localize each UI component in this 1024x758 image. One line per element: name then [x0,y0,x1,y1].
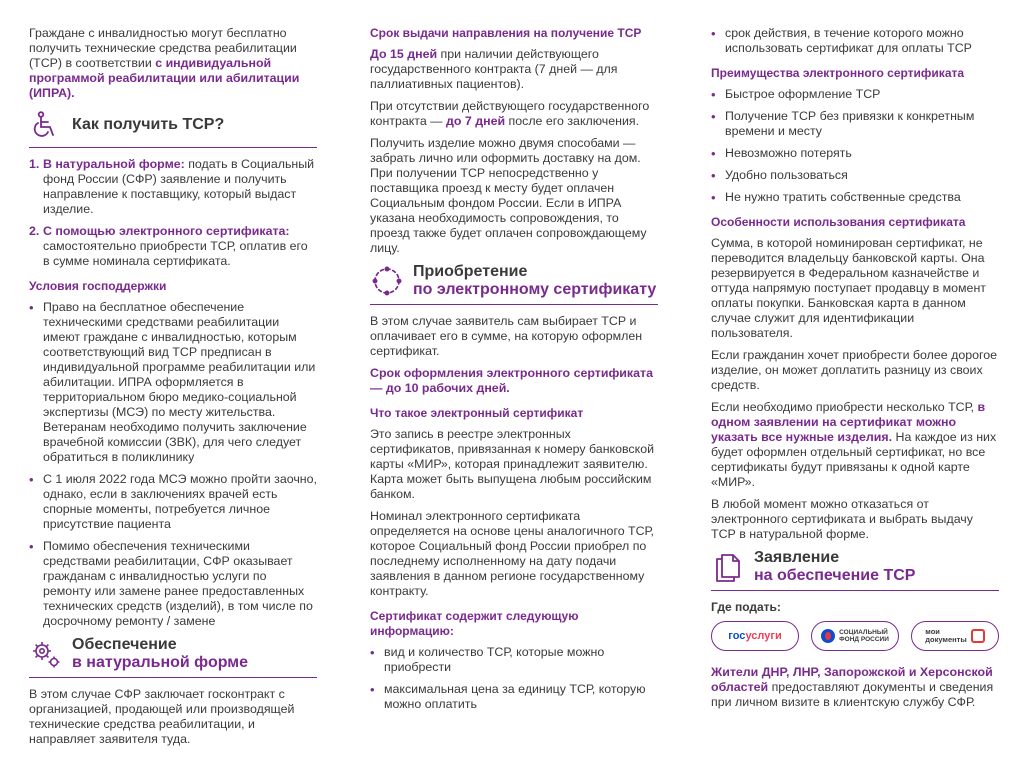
certificate-title: Приобретение по электронному сертификату [413,263,657,298]
service-logos [711,621,999,651]
what-is-paragraph-2: Номинал электронного сертификата определяется на основе цены аналогичного ТСР, которое Социальный фонд России приобрел по последнему исполненному на дату подачи заявления в данном регионе государственному контракту. [370,509,654,598]
sfr-emblem-icon [821,629,835,643]
list-item: • Право на бесплатное обеспечение техническими средствами реабилитации имеют граждане с инвалидностью, которым соответствующий вид ТСР предписан в индивидуальной программе реабилитации или абилитации. ИПРА оформляется в территориальном бюро медико-социальной экспертизы (МСЭ) по месту жительства. Ветеранам необходимо получить заключение врачебной комиссии (ЗВК), для чего следует обратиться в поликлинику [29,300,317,465]
list-item: • максимальная цена за единицу ТСР, которую можно оплатить [370,682,658,712]
certificate-paragraph: В этом случае заявитель сам выбирает ТСР и оплачивает его в сумме, на которую оформлен сертификат. [370,314,643,358]
my-documents-logo[interactable]: мои документы [911,621,999,651]
list-item: • вид и количество ТСР, которые можно приобрести [370,645,658,675]
how-to-get-header [29,108,317,148]
list-item: 2. С помощью электронного сертификата: самостоятельно приобрести ТСР, оплатив его в сумме номинала сертификата. [29,224,308,268]
how-to-get-list [29,157,317,269]
term-paragraph-2: При отсутствии действующего государственного контракта — до 7 дней после его заключения. [370,99,650,128]
application-title: Заявление на обеспечение ТСР [754,549,916,584]
column-2 [370,26,658,719]
certificate-header [370,263,658,305]
natural-form-header [29,636,317,678]
application-header [711,549,999,591]
intro-paragraph: Граждане с инвалидностью могут бесплатно получить технические средства реабилитации (ТСР) в соответствии с индивидуальной программой реабилитации или абилитации (ИПРА). [29,26,300,100]
features-paragraph-3: Если необходимо приобрести несколько ТСР, в одном заявлении на сертификат можно указать все нужные изделия. На каждое из них будет оформлен отдельный сертификат, но все сертификаты будут привязаны к одной карте «МИР». [711,400,997,489]
gosuslugi-logo[interactable]: гос услуги [711,621,799,651]
term-paragraph-1: До 15 дней при наличии действующего государственного контракта (7 дней — для паллиативных пациентов). [370,47,618,91]
features-paragraph-4: В любой момент можно отказаться от электронного сертификата и выбрать выдачу ТСР в натуральной форме. [711,497,973,541]
certificate-cycle-icon [370,264,404,298]
natural-form-title: Обеспечение в натуральной форме [72,636,249,671]
contains-list [370,645,658,712]
list-item: • Быстрое оформление ТСР [711,87,999,102]
sfr-logo[interactable]: СОЦИАЛЬНЫЙ ФОНД РОССИИ [811,621,899,651]
list-item: • Получение ТСР без привязки к конкретным времени и месту [711,109,999,139]
wheelchair-icon [29,108,63,142]
column-3 [711,26,999,717]
features-paragraph-1: Сумма, в которой номинирован сертификат, не переводится владельцу банковской карты. Она резервируется в Федеральном казначействе и оттуда напрямую поступает продавцу в момент оплаты покупки. Банковская карта в данном случае служит для идентификации пользователя. [711,236,986,340]
what-is-paragraph-1: Это запись в реестре электронных сертификатов, привязанная к номеру банковской карты «МИР», которая принадлежит заявителю. Карта может быть выпущена любым российским банком. [370,427,655,501]
term-paragraph-3: Получить изделие можно двумя способами — забрать лично или оформить доставку на дом. При получении ТСР непосредственно у поставщика проезд к месту будет оплачен Социальным фондом России. Если в ИПРА указана необходимость сопровождения, то проезд также будет оплачен сопровождающему лицу. [370,136,647,255]
certificate-deadline: Срок оформления электронного сертификата — до 10 рабочих дней. [370,366,653,395]
natural-form-text: В этом случае СФР заключает госконтракт с организацией, продающей или производящей технические средства реабилитации, и направляет заявителя туда. [29,687,295,746]
list-item: • Удобно пользоваться [711,168,999,183]
my-documents-icon [971,629,985,643]
list-item: • срок действия, в течение которого можно использовать сертификат для оплаты ТСР [711,26,999,56]
documents-icon [711,550,745,584]
list-item: 1. В натуральной форме: подать в Социальный фонд России (СФР) заявление и получить направление к поставщику, который выдаст изделие. [29,157,315,216]
features-title: Особенности использования сертификата [711,215,966,229]
list-item: • С 1 июля 2022 года МСЭ можно пройти заочно, однако, если в заключениях врачей есть спорные моменты, потребуется личное присутствие пациента [29,472,317,532]
column-1 [29,26,317,754]
conditions-title: Условия господдержки [29,279,167,293]
term-title: Срок выдачи направления на получение ТСР [370,26,642,40]
what-is-title: Что такое электронный сертификат [370,406,584,420]
gears-icon [29,637,63,671]
advantages-title: Преимущества электронного сертификата [711,66,965,80]
list-item: • Помимо обеспечения техническими средствами реабилитации, СФР оказывает гражданам с инвалидностью услуги по ремонту или замене ранее предоставленных технических средств (изделий), в том числе по досрочному ремонту / замене [29,539,317,629]
list-item: • Невозможно потерять [711,146,999,161]
how-to-get-title: Как получить ТСР? [72,116,225,133]
advantages-list [711,87,999,205]
contains-title: Сертификат содержит следующую информацию: [370,609,579,638]
where-to-apply-title: Где подать: [711,600,781,614]
contains-list-continued [711,26,999,56]
conditions-list [29,300,317,629]
list-item: • Не нужно тратить собственные средства [711,190,999,205]
regions-paragraph: Жители ДНР, ЛНР, Запорожской и Херсонской областей предоставляют документы и сведения при личном визите в клиентскую службу СФР. [711,665,994,709]
features-paragraph-2: Если гражданин хочет приобрести более дорогое изделие, он может доплатить разницу из своих средств. [711,348,998,392]
